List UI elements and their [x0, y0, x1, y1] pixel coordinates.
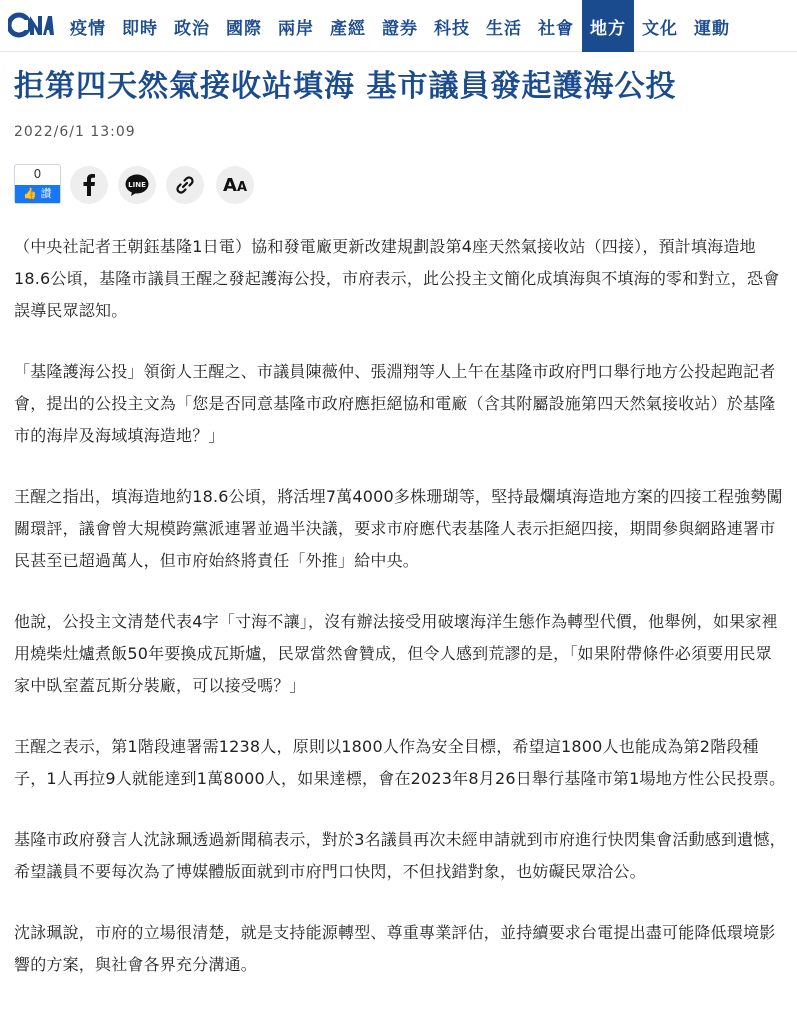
thumbs-up-icon: 👍 — [23, 187, 38, 200]
line-icon — [125, 174, 149, 196]
nav-item-local[interactable]: 地方 — [582, 0, 634, 52]
nav-item-life[interactable]: 生活 — [486, 18, 522, 39]
article-paragraph: 沈詠珮說，市府的立場很清楚，就是支持能源轉型、尊重專業評估，並持續要求台電提出盡可能降低環境影響的方案，與社會各界充分溝通。 — [14, 923, 776, 974]
top-nav — [0, 0, 797, 52]
link-icon — [174, 174, 196, 196]
share-facebook-button[interactable] — [70, 166, 108, 204]
facebook-icon — [82, 174, 96, 196]
copy-link-button[interactable] — [166, 166, 204, 204]
article-paragraph: 王醒之指出，填海造地約18.6公頃，將活埋7萬4000多株珊瑚等，堅持最爛填海造地方案的四接工程強勢闖關環評，議會曾大規模跨黨派連署並過半決議，要求市府應代表基隆人表示拒絕四接，期間參與網路連署市民甚至已超過萬人，但市府始終將責任「外推」給中央。 — [14, 487, 783, 570]
like-button[interactable] — [15, 185, 60, 203]
svg-text:LINE: LINE — [128, 181, 146, 189]
font-size-icon — [223, 175, 247, 196]
like-label: 讚 — [40, 187, 52, 200]
like-count: 0 — [33, 167, 42, 181]
article-paragraph: 基隆市政府發言人沈詠珮透過新聞稿表示，對於3名議員再次未經申請就到市府進行快閃集會活動感到遺憾，希望議員不要每次為了博媒體版面就到市府門口快閃，不但找錯對象，也妨礙民眾洽公。 — [14, 830, 786, 881]
nav-item-culture[interactable]: 文化 — [642, 18, 678, 39]
nav-item-international[interactable]: 國際 — [226, 18, 262, 39]
article-paragraph: 「基隆護海公投」領銜人王醒之、市議員陳薇仲、張淵翔等人上午在基隆市政府門口舉行地方公投起跑記者會，提出的公投主文為「您是否同意基隆市政府應拒絕協和電廠（含其附屬設施第四天然氣接收站）於基隆市的海岸及海域填海造地？」 — [14, 362, 776, 445]
nav-item-economy[interactable]: 產經 — [330, 18, 366, 39]
facebook-like-widget[interactable] — [14, 164, 61, 204]
nav-item-politics[interactable]: 政治 — [174, 18, 210, 39]
nav-item-society[interactable]: 社會 — [538, 18, 574, 39]
nav-menu — [62, 0, 738, 52]
nav-item-epidemic[interactable]: 疫情 — [70, 18, 106, 39]
nav-item-securities[interactable]: 證券 — [382, 18, 418, 39]
nav-item-sports[interactable]: 運動 — [694, 18, 730, 39]
article-paragraph: 他說，公投主文清楚代表4字「寸海不讓」，沒有辦法接受用破壞海洋生態作為轉型代價，他舉例，如果家裡用燒柴灶爐煮飯50年要換成瓦斯爐，民眾當然會贊成，但令人感到荒謬的是，「如果附帶條件必須要用民眾家中臥室蓋瓦斯分裝廠，可以接受嗎？」 — [14, 612, 778, 695]
font-size-label-small: A — [236, 179, 247, 195]
article-title: 拒第四天然氣接收站填海 基市議員發起護海公投 — [14, 69, 677, 104]
article-paragraph: （中央社記者王朝鈺基隆1日電）協和發電廠更新改建規劃設第4座天然氣接收站（四接），預計填海造地18.6公頃，基隆市議員王醒之發起護海公投，市府表示，此公投主文簡化成填海與不填海的零和對立，恐會誤導民眾認知。 — [14, 237, 780, 320]
article-paragraph: 王醒之表示，第1階段連署需1238人，原則以1800人作為安全目標，希望這1800人也能成為第2階段種子，1人再拉9人就能達到1萬8000人，如果達標，會在2023年8月26日舉行基隆市第1場地方性公民投票。 — [14, 737, 786, 788]
article-body — [14, 231, 786, 1010]
font-size-button[interactable] — [216, 166, 254, 204]
cna-logo-icon[interactable] — [8, 10, 54, 40]
font-size-label: A — [223, 174, 237, 196]
nav-item-tech[interactable]: 科技 — [434, 18, 470, 39]
article-date: 2022/6/1 13:09 — [14, 124, 136, 140]
share-line-button[interactable] — [118, 166, 156, 204]
nav-item-cross-strait[interactable]: 兩岸 — [278, 18, 314, 39]
nav-item-latest[interactable]: 即時 — [122, 18, 158, 39]
